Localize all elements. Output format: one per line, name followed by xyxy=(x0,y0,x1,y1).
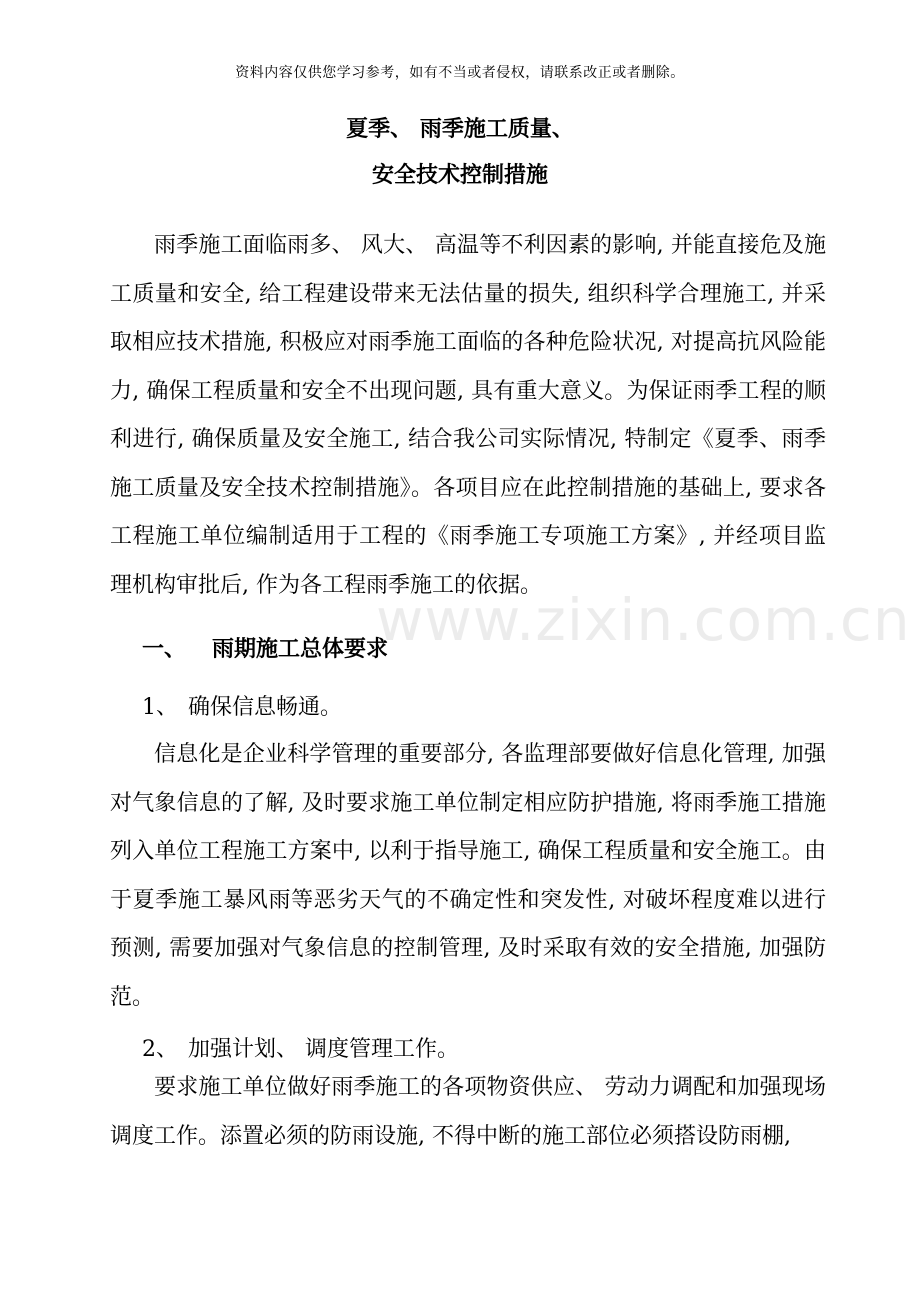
item-title: 确保信息畅通。 xyxy=(188,695,343,720)
section-title: 雨期施工总体要求 xyxy=(212,637,389,662)
intro-paragraph: 雨季施工面临雨多、 风大、 高温等不利因素的影响, 并能直接危及施工质量和安全, 给工程建设带来无法估量的损失, 组织科学合理施工, 并采取相应技术措施, 积极应对雨季施工面临的各种危险状况, 对提高抗风险能力, 确保工程质量和安全不出现问题, 具有重大意义。为保证雨季工程的顺利进行, 确保质量及安全施工, 结合我公司实际情况, 特制定《夏季、雨季施工质量及安全技术控制措施》。各项目应在此控制措施的基础上, 要求各工程施工单位编制适用于工程的《雨季施工专项施工方案》, 并经项目监理机构审批后, 作为各工程雨季施工的依据。 xyxy=(110,233,826,598)
item-paragraph-1: 信息化是企业科学管理的重要部分, 各监理部要做好信息化管理, 加强对气象信息的了解, 及时要求施工单位制定相应防护措施, 将雨季施工措施列入单位工程施工方案中, 以利于指导施工, 确保工程质量和安全施工。由于夏季施工暴风雨等恶劣天气的不确定性和突发性, 对破坏程度难以进行预测, 需要加强对气象信息的控制管理, 及时采取有效的安全措施, 加强防范。 xyxy=(110,742,826,1010)
section-number: 一、 xyxy=(142,637,187,662)
header-disclaimer: 资料内容仅供您学习参考，如有不当或者侵权，请联系改正或者删除。 xyxy=(235,65,685,81)
document-title-line1: 夏季、 雨季施工质量、 xyxy=(346,117,574,142)
watermark: www.zixin.com.cn xyxy=(376,586,911,654)
item-title: 加强计划、 调度管理工作。 xyxy=(188,1037,459,1062)
item-number: 2、 xyxy=(142,1037,178,1062)
item-heading-1 xyxy=(142,690,342,721)
item-heading-2 xyxy=(142,1032,459,1063)
document-title-line2: 安全技术控制措施 xyxy=(371,163,548,188)
item-number: 1、 xyxy=(142,695,178,720)
item-paragraph-2: 要求施工单位做好雨季施工的各项物资供应、 劳动力调配和加强现场调度工作。添置必须的防雨设施, 不得中断的施工部位必须搭设防雨棚, xyxy=(110,1075,826,1149)
section-heading-1 xyxy=(142,632,388,663)
